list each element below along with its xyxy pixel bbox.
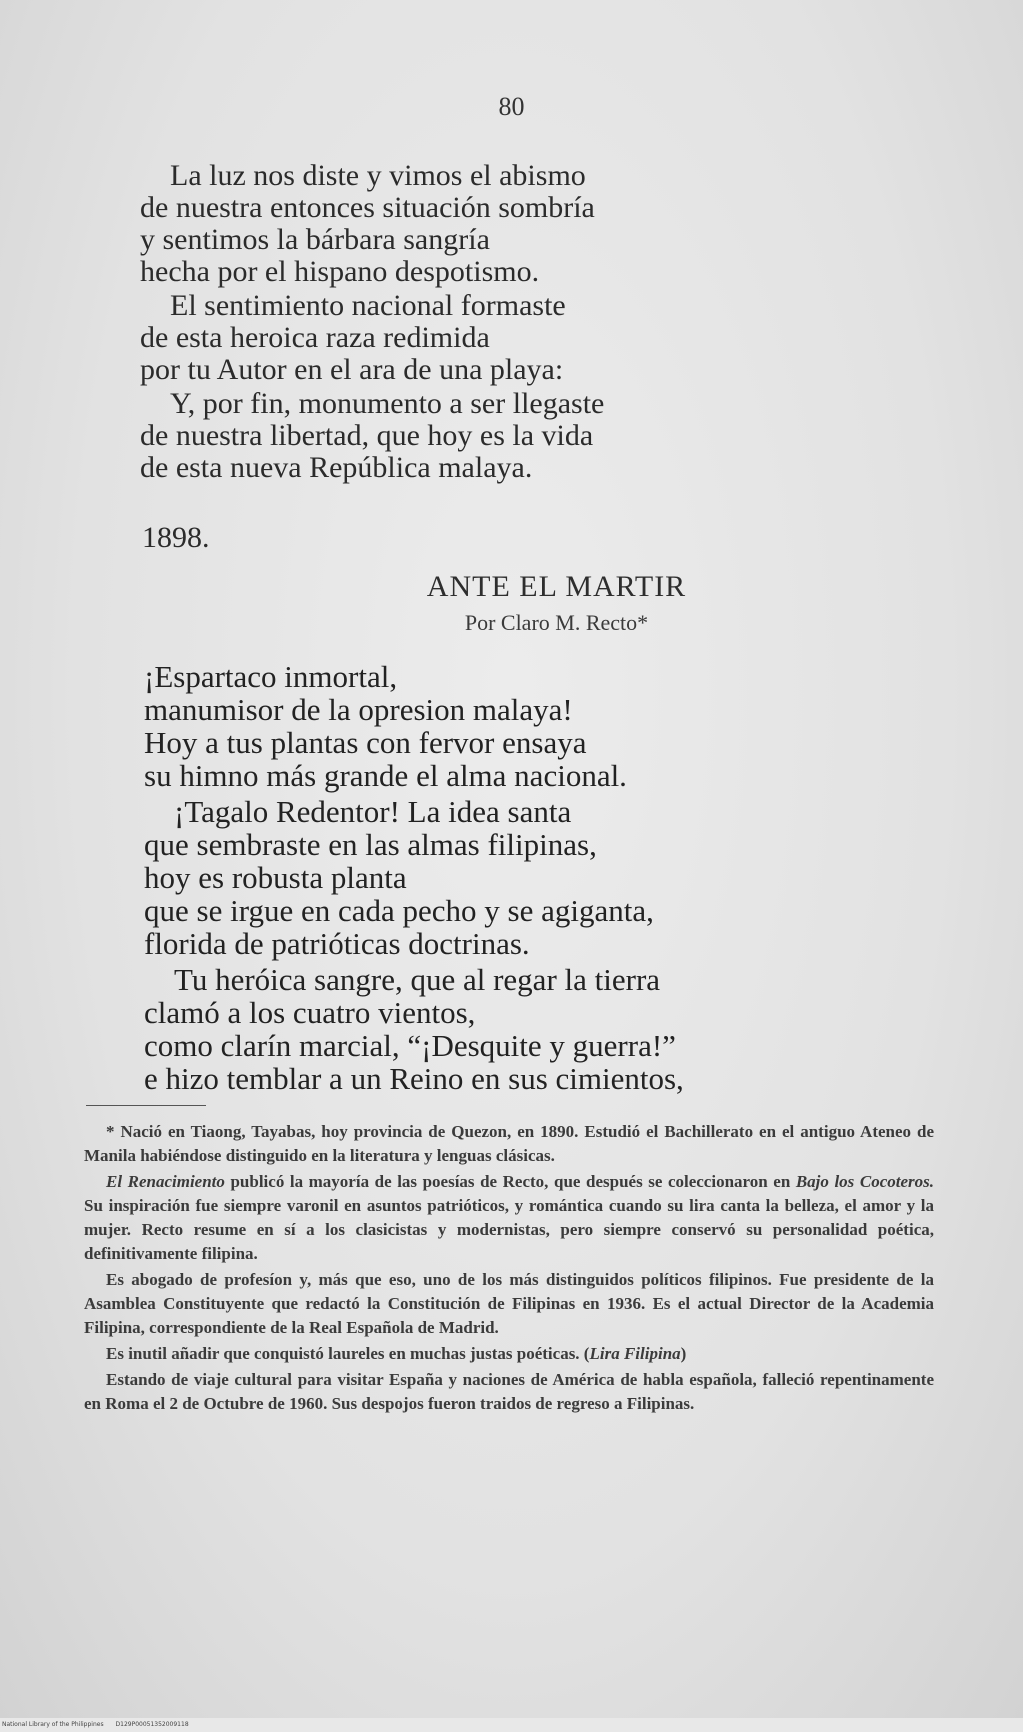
verse-line: ¡Tagalo Redentor! La idea santa [174,794,572,829]
verse-line: florida de patrióticas doctrinas. [144,926,530,961]
footnote-paragraph: Estando de viaje cultural para visitar España y naciones de América de habla española, falleció repentinamente en Roma el 2 de Octubre de 1960. Sus despojos fueron traidos de regreso a Filipinas. [84,1370,934,1413]
italic-title: Lira Filipina [589,1344,681,1363]
verse-line: de nuestra libertad, que hoy es la vida [140,419,594,452]
verse-line: por tu Autor en el ara de una playa: [140,353,564,386]
verse-line: que se irgue en cada pecho y se agiganta, [144,893,654,928]
stanza-1 [144,660,924,792]
italic-title: Bajo los Cocoteros. [795,1172,934,1191]
verse-line: El sentimiento nacional formaste [170,289,566,322]
footnote-paragraph: Es abogado de profesíon y, más que eso, uno de los más distinguidos políticos filipinos. Fue presidente de la Asamblea Constituyente que redactó la Constitución de Filipinas en 1936. Es el actual Director de la Academia Filipina, correspondiente de la Real Española de Madrid. [84,1270,934,1337]
verse-line: clamó a los cuatro vientos, [144,995,476,1030]
poem-year: 1898. [142,521,210,554]
footnote-paragraph: * Nació en Tiaong, Tayabas, hoy provincia de Quezon, en 1890. Estudió el Bachillerato en el antiguo Ateneo de Manila habiéndose distinguido en la literatura y lenguas clásicas. [84,1122,934,1165]
footnote-text: Es inutil añadir que conquistó laureles en muchas justas poéticas. ( [106,1344,590,1363]
poem-sonnet [140,160,900,486]
verse-line: ¡Espartaco inmortal, [144,659,398,694]
stanza-2 [144,795,924,960]
footnote-paragraph [84,1170,934,1266]
verse-line: hecha por el hispano despotismo. [140,255,540,288]
poem-ante-el-martir [144,660,924,1098]
footnote-text: Su inspiración fue siempre varonil en asuntos patrióticos, y romántica cuando su lira canta la belleza, el amor y la mujer. Recto resume en sí a los clasicistas y modernistas, pero siempre conservó su personalidad poética, definitivamente filipina. [84,1196,934,1263]
verse-line: La luz nos diste y vimos el abismo [170,159,586,192]
stanza-3 [140,388,900,484]
footnote-divider [86,1105,206,1106]
verse-line: Hoy a tus plantas con fervor ensaya [144,725,587,760]
verse-line: e hizo temblar a un Reino en sus cimientos, [144,1061,684,1096]
footnote-paragraph [84,1342,934,1366]
italic-title: El Renacimiento [106,1172,225,1191]
verse-line: Y, por fin, monumento a ser llegaste [170,387,605,420]
poem-byline: Por Claro M. Recto* [464,610,649,635]
verse-line: como clarín marcial, “¡Desquite y guerra!” [144,1028,676,1063]
library-credit: National Library of the Philippines [2,1721,104,1728]
footnote-text: publicó la mayoría de las poesías de Recto, que después se coleccionaron en [224,1172,796,1191]
verse-line: hoy es robusta planta [144,860,407,895]
scan-code: D129P00051352009118 [115,1721,189,1728]
verse-line: su himno más grande el alma nacional. [144,758,627,793]
scan-footer [0,1718,1023,1732]
verse-line: manumisor de la opresion malaya! [144,692,573,727]
poem-title: ANTE EL MARTIR [426,570,687,603]
stanza-2 [140,290,900,386]
page-number: 80 [498,92,525,121]
verse-line: de esta heroica raza redimida [140,321,490,354]
stanza-1 [140,160,900,288]
stanza-3 [144,963,924,1095]
footnotes [84,1120,934,1418]
verse-line: de nuestra entonces situación sombría [140,191,595,224]
footnote-text: ) [680,1344,687,1363]
verse-line: y sentimos la bárbara sangría [140,223,490,256]
verse-line: de esta nueva República malaya. [140,451,533,484]
verse-line: que sembraste en las almas filipinas, [144,827,597,862]
verse-line: Tu heróica sangre, que al regar la tierra [174,962,661,997]
